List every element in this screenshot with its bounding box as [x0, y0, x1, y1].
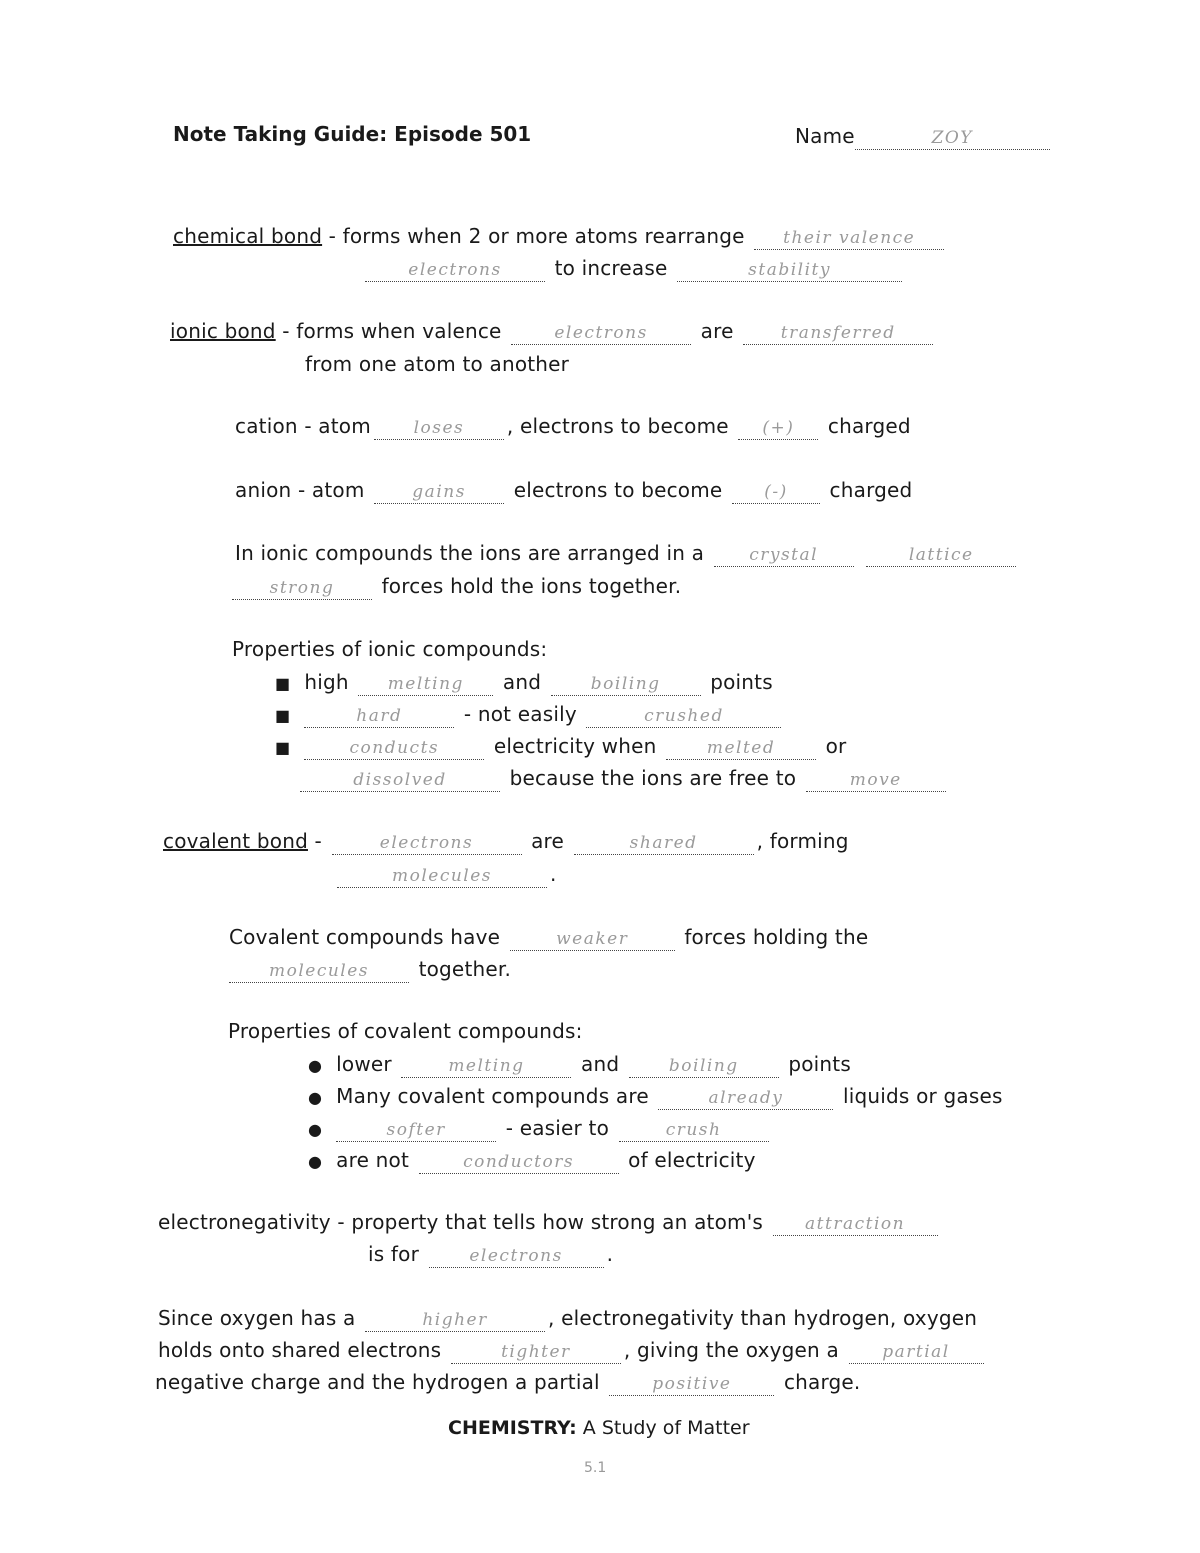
- ionic-bond-text-1: - forms when valence: [282, 319, 502, 343]
- oxygen-text-3: holds onto shared electrons: [158, 1338, 442, 1362]
- covalent-property-2-text-1: Many covalent compounds are: [336, 1084, 649, 1108]
- ionic-property-3-text-3: because the ions are free to: [509, 766, 797, 790]
- ionic-property-2-text-1: - not easily: [463, 702, 577, 726]
- ionic-bond-text-2: are: [700, 319, 734, 343]
- cation-line: [235, 414, 911, 440]
- ionic-property-2-blank-2[interactable]: crushed: [586, 707, 781, 728]
- covalent-bond-text-3: , forming: [756, 829, 849, 853]
- name-label: Name: [795, 124, 855, 148]
- anion-text-1: anion - atom: [235, 478, 365, 502]
- ionic-property-3-blank-2[interactable]: melted: [666, 739, 816, 760]
- ionic-property-1: [275, 670, 773, 696]
- covalent-property-1-text-1: lower: [336, 1052, 392, 1076]
- chemical-bond-line-1: [173, 224, 947, 250]
- electronegativity-blank-2[interactable]: electrons: [429, 1247, 604, 1268]
- covalent-property-4-text-2: of electricity: [628, 1148, 756, 1172]
- covalent-property-2: [308, 1084, 1003, 1110]
- covalent-property-1-blank-2[interactable]: boiling: [629, 1057, 779, 1078]
- covalent-forces-line-1: [229, 925, 868, 951]
- electronegativity-text-1: - property that tells how strong an atom's: [337, 1210, 764, 1234]
- oxygen-blank-3[interactable]: partial: [849, 1343, 984, 1364]
- bullet-icon: ●: [308, 1088, 323, 1107]
- name-field[interactable]: ZOY: [855, 129, 1050, 150]
- anion-blank-1[interactable]: gains: [374, 483, 504, 504]
- chemical-bond-term: chemical bond: [173, 224, 323, 248]
- covalent-property-3-text-1: - easier to: [505, 1116, 610, 1140]
- covalent-property-2-text-2: liquids or gases: [842, 1084, 1003, 1108]
- oxygen-text-1: Since oxygen has a: [158, 1306, 356, 1330]
- cation-text-3: charged: [827, 414, 911, 438]
- bullet-icon: ■: [275, 706, 291, 725]
- covalent-properties-heading: Properties of covalent compounds:: [228, 1019, 583, 1043]
- covalent-forces-text-3: together.: [418, 957, 512, 981]
- footer-subtitle: A Study of Matter: [582, 1417, 750, 1439]
- oxygen-blank-1[interactable]: higher: [365, 1311, 545, 1332]
- bullet-icon: ■: [275, 674, 291, 693]
- cation-blank-1[interactable]: loses: [374, 419, 504, 440]
- ionic-bond-term: ionic bond: [170, 319, 276, 343]
- covalent-property-1-text-3: points: [788, 1052, 851, 1076]
- covalent-bond-line-1: [163, 829, 849, 855]
- covalent-bond-blank-3[interactable]: molecules: [337, 867, 547, 888]
- covalent-property-3-blank-2[interactable]: crush: [619, 1121, 769, 1142]
- ionic-property-3-blank-3[interactable]: dissolved: [300, 771, 500, 792]
- ionic-arrangement-blank-2[interactable]: lattice: [866, 546, 1016, 567]
- ionic-property-3-blank-1[interactable]: conducts: [304, 739, 484, 760]
- covalent-property-4-blank-1[interactable]: conductors: [419, 1153, 619, 1174]
- covalent-property-3-blank-1[interactable]: softer: [336, 1121, 496, 1142]
- anion-text-3: charged: [829, 478, 913, 502]
- bullet-icon: ●: [308, 1056, 323, 1075]
- electronegativity-line-1: [158, 1210, 941, 1236]
- ionic-arrangement-blank-1[interactable]: crystal: [714, 546, 854, 567]
- anion-line: [235, 478, 912, 504]
- covalent-forces-blank-1[interactable]: weaker: [510, 930, 675, 951]
- ionic-property-1-blank-1[interactable]: melting: [358, 675, 493, 696]
- ionic-property-3-text-2: or: [825, 734, 847, 758]
- footer-page-number: 5.1: [584, 1460, 607, 1476]
- ionic-arrangement-text-1: In ionic compounds the ions are arranged in a: [235, 541, 705, 565]
- covalent-property-3: [308, 1116, 772, 1142]
- chemical-bond-text-2: to increase: [554, 256, 668, 280]
- ionic-property-1-text-3: points: [710, 670, 773, 694]
- ionic-bond-text-3: from one atom to another: [305, 352, 570, 376]
- cation-text-1: cation - atom: [235, 414, 371, 438]
- ionic-arrangement-blank-3[interactable]: strong: [232, 579, 372, 600]
- covalent-property-4: [308, 1148, 756, 1174]
- ionic-property-3-blank-4[interactable]: move: [806, 771, 946, 792]
- covalent-property-1: [308, 1052, 851, 1078]
- covalent-bond-blank-1[interactable]: electrons: [332, 834, 522, 855]
- oxygen-text-2: , electronegativity than hydrogen, oxygen: [548, 1306, 978, 1330]
- oxygen-line-2: [158, 1338, 987, 1364]
- footer-brand-line: [448, 1417, 750, 1439]
- bullet-icon: ●: [308, 1152, 323, 1171]
- covalent-bond-text-2: are: [531, 829, 565, 853]
- covalent-property-2-blank-1[interactable]: already: [658, 1089, 833, 1110]
- anion-text-2: electrons to become: [513, 478, 723, 502]
- oxygen-blank-4[interactable]: positive: [609, 1375, 774, 1396]
- ionic-arrangement-line-2: [232, 574, 681, 600]
- electronegativity-line-2: [368, 1242, 613, 1268]
- oxygen-blank-2[interactable]: tighter: [451, 1343, 621, 1364]
- electronegativity-text-2: is for: [368, 1242, 420, 1266]
- oxygen-text-5: negative charge and the hydrogen a partial: [155, 1370, 600, 1394]
- ionic-properties-heading: Properties of ionic compounds:: [232, 637, 548, 661]
- covalent-bond-text-4: .: [550, 862, 557, 886]
- cation-text-2: , electrons to become: [506, 414, 729, 438]
- ionic-property-1-blank-2[interactable]: boiling: [551, 675, 701, 696]
- oxygen-text-4: , giving the oxygen a: [623, 1338, 839, 1362]
- covalent-property-1-blank-1[interactable]: melting: [401, 1057, 571, 1078]
- ionic-bond-blank-2[interactable]: transferred: [743, 324, 933, 345]
- chemical-bond-blank-1b[interactable]: electrons: [365, 261, 545, 282]
- ionic-bond-blank-1[interactable]: electrons: [511, 324, 691, 345]
- oxygen-text-6: charge.: [783, 1370, 861, 1394]
- ionic-bond-line-1: [170, 319, 936, 345]
- ionic-arrangement-text-2: forces hold the ions together.: [381, 574, 682, 598]
- covalent-property-4-text-1: are not: [336, 1148, 410, 1172]
- electronegativity-term: electronegativity: [158, 1210, 331, 1234]
- ionic-property-2: [275, 702, 784, 728]
- ionic-property-3-cont: [300, 766, 949, 792]
- cation-blank-2[interactable]: (+): [738, 419, 818, 440]
- covalent-forces-line-2: [229, 957, 511, 983]
- electronegativity-blank-1[interactable]: attraction: [773, 1215, 938, 1236]
- bullet-icon: ■: [275, 738, 291, 757]
- ionic-property-3: [275, 734, 846, 760]
- covalent-bond-term: covalent bond: [163, 829, 308, 853]
- ionic-property-3-text-1: electricity when: [493, 734, 657, 758]
- covalent-bond-line-2: [337, 862, 557, 888]
- covalent-bond-text-1: -: [314, 829, 322, 853]
- ionic-arrangement-line-1: [235, 541, 1019, 567]
- chemical-bond-blank-2[interactable]: stability: [677, 261, 902, 282]
- name-row: [795, 124, 1050, 150]
- chemical-bond-line-2: [362, 256, 905, 282]
- footer-brand: CHEMISTRY:: [448, 1417, 577, 1439]
- ionic-property-1-text-2: and: [502, 670, 542, 694]
- oxygen-line-1: [158, 1306, 977, 1332]
- electronegativity-text-3: .: [606, 1242, 614, 1266]
- covalent-forces-text-1: Covalent compounds have: [229, 925, 501, 949]
- worksheet-title: Note Taking Guide: Episode 501: [173, 122, 532, 146]
- ionic-property-1-text-1: high: [304, 670, 349, 694]
- ionic-property-2-blank-1[interactable]: hard: [304, 707, 454, 728]
- oxygen-line-3: [155, 1370, 861, 1396]
- covalent-property-1-text-2: and: [580, 1052, 620, 1076]
- anion-blank-2[interactable]: (-): [732, 483, 820, 504]
- covalent-forces-text-2: forces holding the: [684, 925, 869, 949]
- chemical-bond-text-1: - forms when 2 or more atoms rearrange: [328, 224, 745, 248]
- covalent-bond-blank-2[interactable]: shared: [574, 834, 754, 855]
- bullet-icon: ●: [308, 1120, 323, 1139]
- chemical-bond-blank-1a[interactable]: their valence: [754, 229, 944, 250]
- covalent-forces-blank-2[interactable]: molecules: [229, 962, 409, 983]
